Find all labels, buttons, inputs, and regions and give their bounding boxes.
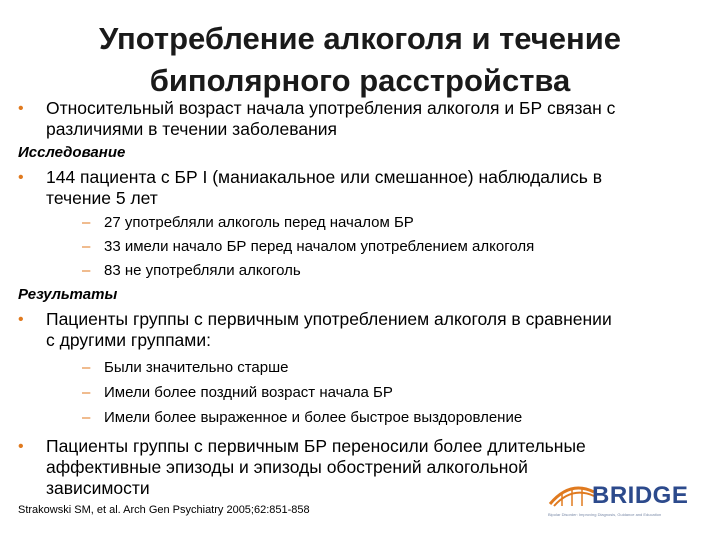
slide-title [40, 18, 680, 102]
result-item [82, 409, 522, 427]
result-item-text: Имели более поздний возраст начала БР [104, 384, 393, 401]
dash-icon: – [82, 238, 91, 255]
bullet-last-line3: зависимости [46, 478, 150, 498]
slide-title-line1: Употребление алкоголя и течение [98, 21, 622, 56]
bullet-intro [18, 98, 708, 140]
section-study-heading: Исследование [18, 144, 126, 161]
result-item [82, 384, 393, 402]
bridge-arch-icon [548, 478, 598, 508]
study-item-text: 33 имели начало БР перед началом употреблением алкоголя [104, 238, 535, 255]
dash-icon: – [82, 409, 91, 426]
logo-tagline: Bipolar Disorder: Improving Diagnosis, Guidance and Education [548, 512, 662, 517]
study-item-text: 27 употребляли алкоголь перед началом БР [104, 214, 414, 231]
logo-word: BRIDGE [592, 482, 689, 509]
dash-icon: – [82, 214, 91, 231]
bullet-study-line2: течение 5 лет [46, 188, 158, 208]
bullet-dot-icon: • [18, 311, 24, 328]
bullet-dot-icon: • [18, 100, 24, 117]
bullet-dot-icon: • [18, 169, 24, 186]
result-item-text: Были значительно старше [104, 359, 289, 376]
result-item [82, 359, 288, 377]
bullet-study [18, 167, 708, 209]
study-item [82, 214, 414, 232]
bullet-study-line1: 144 пациента с БР I (маниакальное или смешанное) наблюдались в [46, 167, 603, 187]
section-results-heading: Результаты [18, 286, 118, 303]
result-item-text: Имели более выраженное и более быстрое выздоровление [104, 409, 523, 426]
bullet-last-line2: аффективные эпизоды и эпизоды обострений алкогольной [46, 457, 528, 477]
dash-icon: – [82, 384, 91, 401]
bullet-results [18, 309, 708, 351]
dash-icon: – [82, 262, 91, 279]
bridge-logo [548, 472, 708, 532]
slide-title-line2: биполярного расстройства [149, 63, 571, 98]
bullet-last-line1: Пациенты группы с первичным БР переносили более длительные [46, 436, 586, 456]
study-item-text: 83 не употребляли алкоголь [104, 262, 301, 279]
citation: Strakowski SM, et al. Arch Gen Psychiatry 2005;62:851-858 [18, 504, 310, 516]
study-item [82, 238, 534, 256]
dash-icon: – [82, 359, 91, 376]
bullet-results-line2: с другими группами: [46, 330, 211, 350]
bullet-intro-line2: различиями в течении заболевания [46, 119, 337, 139]
study-item [82, 262, 301, 280]
bullet-intro-line1: Относительный возраст начала употребления алкоголя и БР связан с [46, 98, 616, 118]
bullet-results-line1: Пациенты группы с первичным употреблением алкоголя в сравнении [46, 309, 612, 329]
bullet-dot-icon: • [18, 438, 24, 455]
